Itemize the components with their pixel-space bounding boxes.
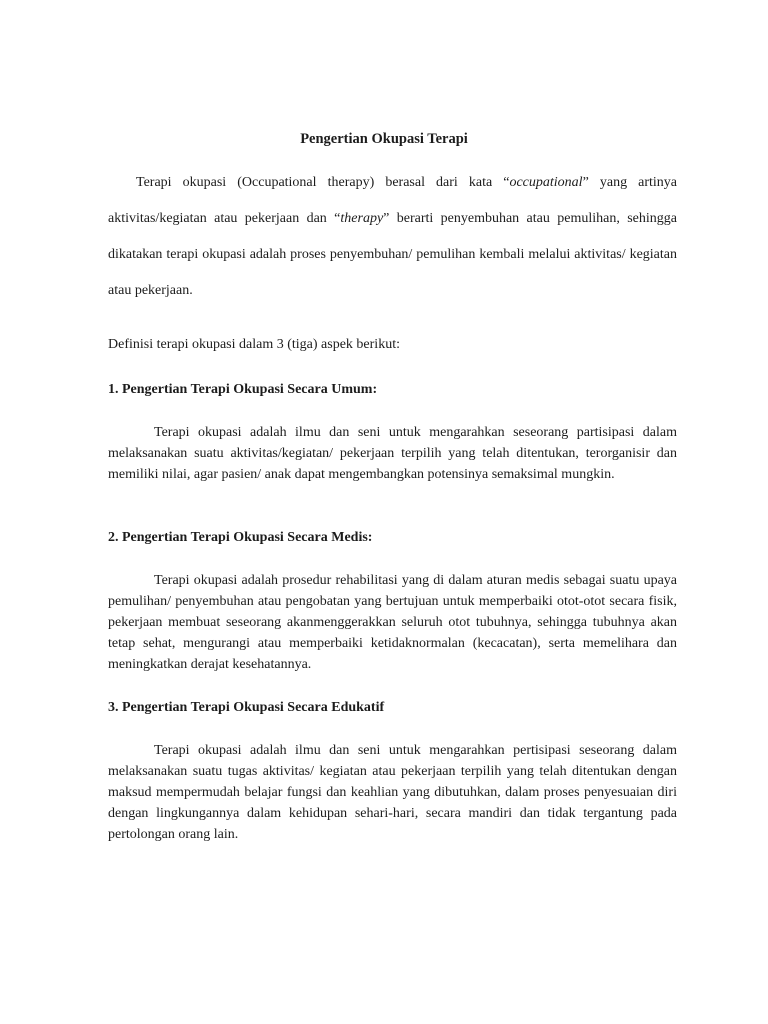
intro-text-part1: Terapi okupasi (Occupational therapy) berasal dari kata “ bbox=[136, 175, 510, 190]
term-therapy: therapy bbox=[340, 211, 384, 226]
document-title: Pengertian Okupasi Terapi bbox=[300, 131, 468, 147]
term-occupational: occupational bbox=[509, 175, 583, 190]
intro-text-part2: ” yang artinya aktivitas/kegiatan atau pekerjaan dan “ bbox=[108, 175, 678, 226]
section-text-edukatif bbox=[108, 740, 677, 845]
section-body-edukatif: Terapi okupasi adalah ilmu dan seni untuk mengarahkan pertisipasi seseorang dalam melaksanakan suatu tugas aktivitas/ kegiatan atau pekerjaan terpilih yang telah ditentukan dengan maksud mempermudah belajar fungsi dan keahlian yang dibutuhkan, dalam proses penyesuaian diri dengan lingkungannya dalam kehidupan sehari-hari, secara mandiri dan tidak tergantung pada pertolongan orang lain. bbox=[108, 743, 677, 842]
intro-text-part3: ” berarti penyembuhan atau pemulihan, sehingga dikatakan terapi okupasi adalah proses penyembuhan/ pemulihan kembali melalui aktivitas/ kegiatan atau pekerjaan. bbox=[108, 211, 677, 298]
section-body-umum: Terapi okupasi adalah ilmu dan seni untuk mengarahkan seseorang partisipasi dalam melaksanakan suatu aktivitas/kegiatan/ pekerjaan terpilih yang telah ditentukan, terorganisir dan memiliki nilai, agar pasien/ anak dapat mengembangkan potensinya semaksimal mungkin. bbox=[108, 425, 677, 482]
section-heading-umum: 1. Pengertian Terapi Okupasi Secara Umum: bbox=[108, 382, 378, 397]
section-heading-medis: 2. Pengertian Terapi Okupasi Secara Medis: bbox=[108, 530, 373, 545]
definition-intro: Definisi terapi okupasi dalam 3 (tiga) aspek berikut: bbox=[108, 337, 400, 352]
section-text-umum bbox=[108, 422, 677, 485]
section-text-medis bbox=[108, 570, 677, 675]
section-body-medis: Terapi okupasi adalah prosedur rehabilitasi yang di dalam aturan medis sebagai suatu upaya pemulihan/ penyembuhan atau pengobatan yang bertujuan untuk memperbaiki otot-otot secara fisik, pekerjaan membuat seseorang akanmenggerakkan seluruh otot tubuhnya, sehingga tubuhnya akan tetap sehat, mengurangi atau memperbaiki ketidaknormalan (kecacatan), serta memelihara dan meningkatkan derajat kesehatannya. bbox=[108, 573, 677, 672]
section-heading-edukatif: 3. Pengertian Terapi Okupasi Secara Edukatif bbox=[108, 700, 385, 715]
intro-paragraph bbox=[108, 165, 677, 309]
